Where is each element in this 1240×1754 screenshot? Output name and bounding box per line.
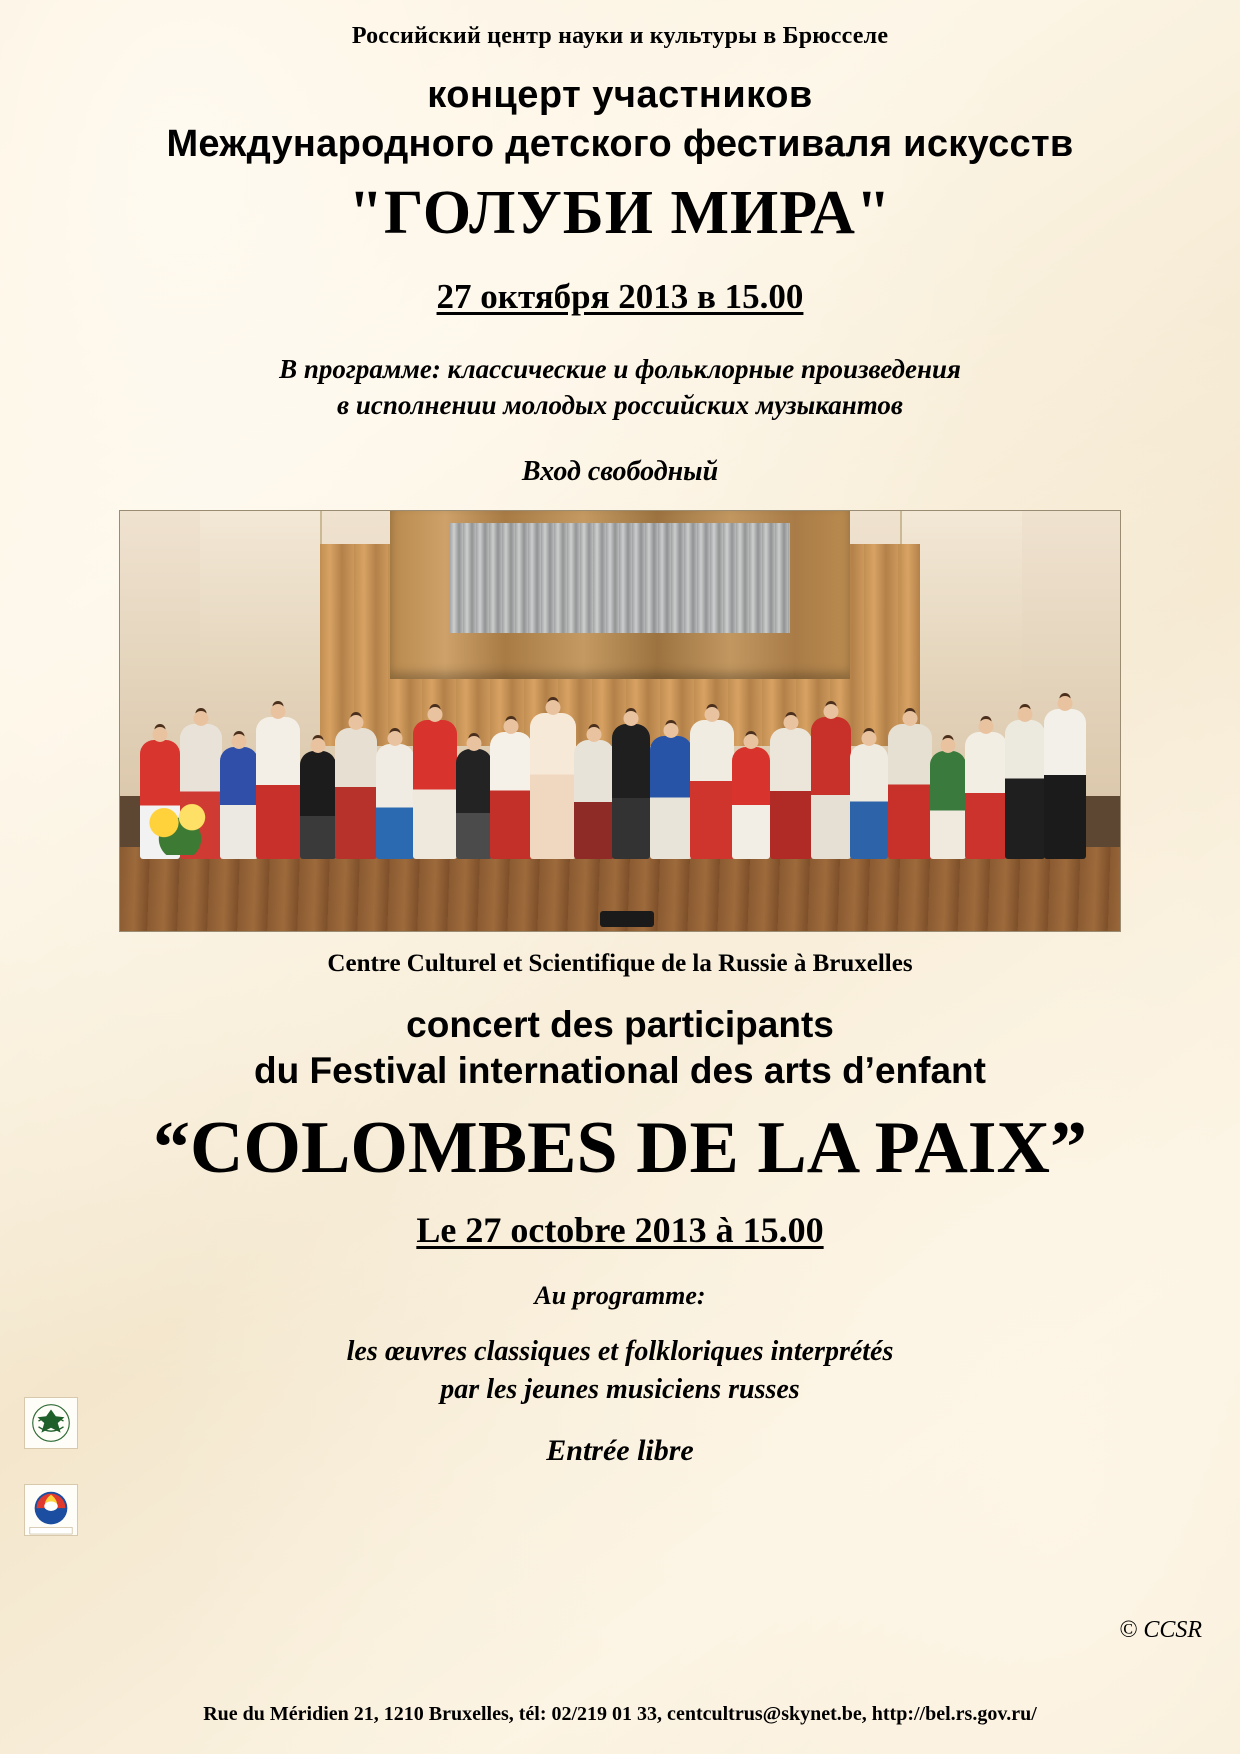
organization-line: Российский центр науки и культуры в Брюсселе — [351, 23, 889, 49]
free-entry-fr: Entrée libre — [546, 1434, 694, 1468]
event-date-fr: Le 27 octobre 2013 à 15.00 — [416, 1209, 824, 1250]
programme-fr — [0, 1333, 1240, 1409]
festival-heading-fr: du Festival international des arts d’enfant — [254, 1049, 986, 1091]
programme-ru-line1: В программе: классические и фольклорные произведения — [279, 354, 961, 384]
photo-microphone — [600, 911, 654, 927]
peace-doves-festival-logo — [24, 1484, 78, 1536]
programme-ru — [0, 351, 1240, 424]
photo-caption: Centre Culturel et Scientifique de la Russie à Bruxelles — [327, 949, 913, 977]
programme-fr-label: Au programme: — [534, 1280, 706, 1310]
rossotrudnichestvo-eagle-logo — [24, 1397, 78, 1449]
programme-fr-line2: par les jeunes musiciens russes — [440, 1373, 800, 1405]
festival-title-ru: "ГОЛУБИ МИРА" — [348, 179, 892, 247]
concert-photo — [119, 510, 1121, 932]
footer-contact: Rue du Méridien 21, 1210 Bruxelles, tél: 02/219 01 33, centcultrus@skynet.be, http://bel.rs.gov.ru/ — [203, 1703, 1037, 1725]
programme-fr-line1: les œuvres classiques et folkloriques interprétés — [346, 1335, 894, 1367]
free-entry-ru: Вход свободный — [521, 455, 719, 487]
festival-title-fr: “COLOMBES DE LA PAIX” — [152, 1106, 1088, 1189]
copyright: © CCSR — [1119, 1617, 1202, 1643]
event-date-ru: 27 октября 2013 в 15.00 — [436, 277, 804, 316]
concert-heading-fr: concert des participants — [406, 1003, 834, 1045]
festival-heading-ru: Международного детского фестиваля искусств — [166, 123, 1074, 165]
photo-flowers — [140, 801, 220, 856]
programme-ru-line2: в исполнении молодых российских музыкантов — [337, 390, 903, 421]
photo-organ-pipes — [450, 523, 790, 632]
photo-children-group — [120, 666, 1120, 859]
concert-heading-ru: концерт участников — [427, 74, 813, 116]
